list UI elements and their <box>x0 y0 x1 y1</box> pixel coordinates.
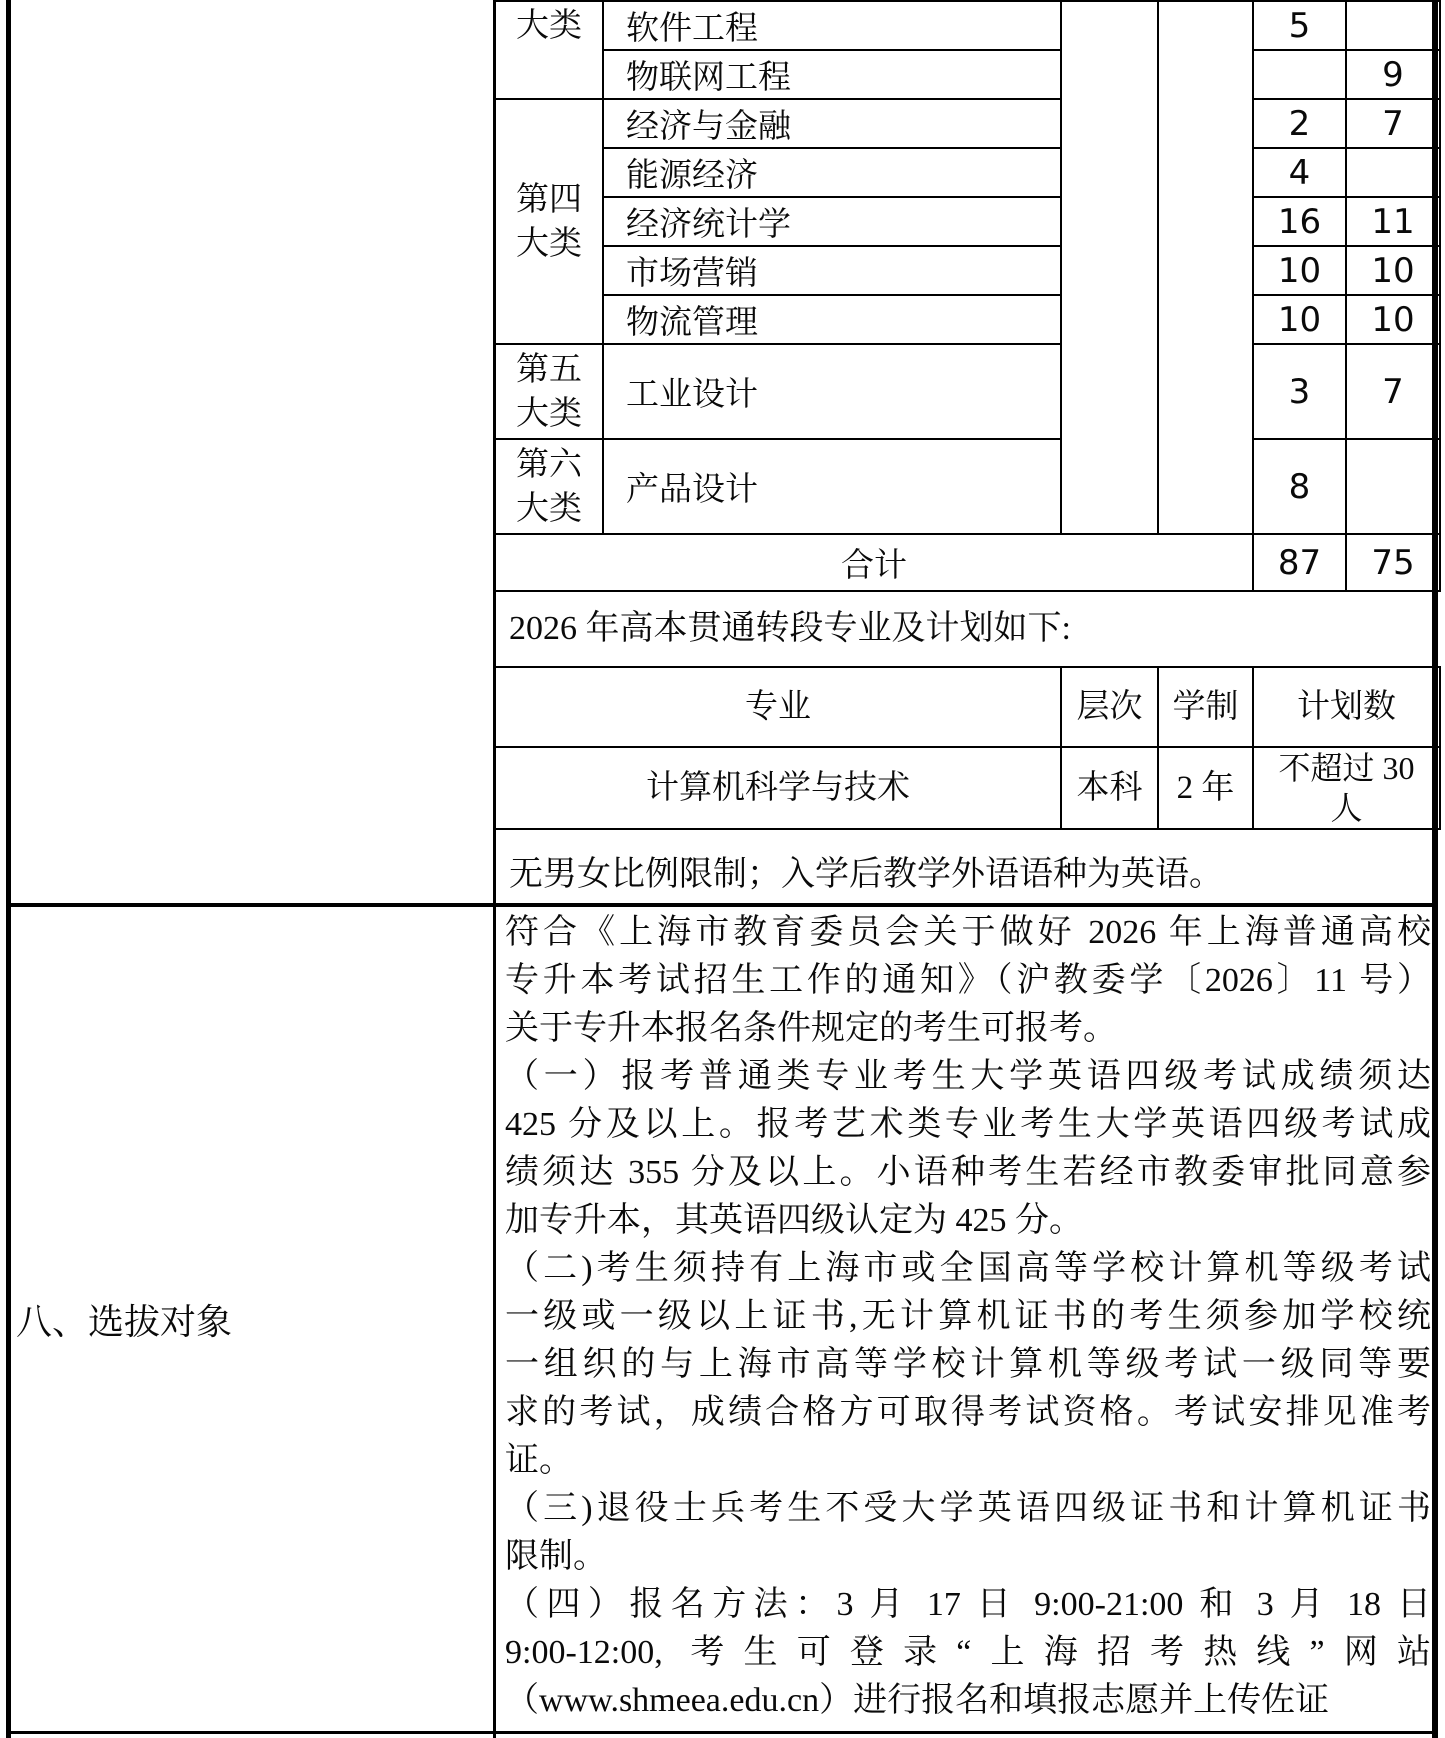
plan-a-cell <box>1253 50 1346 99</box>
category-cell-6 <box>495 439 603 534</box>
plan-b-cell: 10 <box>1346 295 1440 344</box>
table-row <box>495 246 1440 295</box>
plan-a-cell: 2 <box>1253 99 1346 148</box>
category-cell-4 <box>495 99 603 344</box>
table-row <box>495 344 1440 439</box>
table-row <box>495 1 1440 50</box>
text-line: 符合《上海市教育委员会关于做好 2026 年上海普通高校 <box>505 914 1431 951</box>
text-line: 9:00-12:00, 考生可登录“上海招考热线”网站 <box>505 1634 1431 1671</box>
header-major: 专业 <box>495 667 1061 747</box>
plan-b-cell: 9 <box>1346 50 1440 99</box>
section8-label: 八、选拔对象 <box>16 1302 233 1342</box>
text-line: 一组织的与上海市高等学校计算机等级考试一级同等要 <box>505 1346 1431 1383</box>
plan-b-cell <box>1346 439 1440 534</box>
major-cell: 软件工程 <box>603 1 1061 50</box>
text-line: （四）报名方法：3 月 17 日 9:00-21:00 和 3 月 18 日 <box>505 1586 1431 1623</box>
text-line: 加专升本，其英语四级认定为 425 分。 <box>505 1202 1083 1239</box>
text-line: 425 分及以上。报考艺术类专业考生大学英语四级考试成 <box>505 1106 1431 1143</box>
major-cell: 产品设计 <box>603 439 1061 534</box>
text-line: 求的考试，成绩合格方可取得考试资格。考试安排见准考 <box>505 1394 1431 1431</box>
major-cell: 市场营销 <box>603 246 1061 295</box>
header-quota: 计划数 <box>1253 667 1440 747</box>
level-cell: 本科 <box>1061 747 1158 829</box>
plan-b-cell: 10 <box>1346 246 1440 295</box>
category-label: 大类 <box>516 8 582 44</box>
table-row <box>495 747 1440 829</box>
plan-b-cell <box>1346 1 1440 50</box>
total-label-cell: 合计 <box>495 534 1253 591</box>
merged-empty-cell-level <box>1061 1 1158 534</box>
gender-note: 无男女比例限制；入学后教学外语语种为英语。 <box>509 856 1223 893</box>
text-line: 限制。 <box>505 1538 607 1575</box>
category-cell-partial <box>495 1 603 99</box>
plan-a-cell: 3 <box>1253 344 1346 439</box>
text-line: （一）报考普通类专业考生大学英语四级考试成绩须达 <box>505 1058 1431 1095</box>
major-cell: 计算机科学与技术 <box>495 747 1061 829</box>
merged-empty-cell-duration <box>1158 1 1253 534</box>
duration-cell: 2 年 <box>1158 747 1253 829</box>
majors-plan-table <box>494 0 1441 592</box>
plan-a-cell: 4 <box>1253 148 1346 197</box>
text-line: 一级或一级以上证书,无计算机证书的考生须参加学校统 <box>505 1298 1431 1335</box>
plan-b-cell <box>1346 148 1440 197</box>
plan-b-cell: 7 <box>1346 344 1440 439</box>
text-line: 关于专升本报名条件规定的考生可报考。 <box>505 1010 1117 1047</box>
header-level: 层次 <box>1061 667 1158 747</box>
table-row <box>495 439 1440 534</box>
plan-a-cell: 5 <box>1253 1 1346 50</box>
total-b-cell: 75 <box>1346 534 1440 591</box>
major-cell: 物联网工程 <box>603 50 1061 99</box>
plan-b-cell: 7 <box>1346 99 1440 148</box>
category-label: 第四 <box>516 181 582 218</box>
text-line: （二)考生须持有上海市或全国高等学校计算机等级考试 <box>505 1250 1431 1287</box>
section-divider <box>6 903 1438 907</box>
plan-a-cell: 10 <box>1253 246 1346 295</box>
table-row <box>495 295 1440 344</box>
section8-text <box>505 909 1431 1725</box>
header-row <box>495 667 1440 747</box>
page-bottom-edge <box>6 1731 1438 1734</box>
table-row <box>495 148 1440 197</box>
plan-a-cell: 8 <box>1253 439 1346 534</box>
text-line: 绩须达 355 分及以上。小语种考生若经市教委审批同意参 <box>505 1154 1431 1191</box>
category-label: 大类 <box>516 225 582 262</box>
table-row <box>495 50 1440 99</box>
table-row <box>495 99 1440 148</box>
category-label: 大类 <box>516 395 582 432</box>
major-cell: 经济统计学 <box>603 197 1061 246</box>
text-line: 证。 <box>505 1442 573 1479</box>
text-line: （三)退役士兵考生不受大学英语四级证书和计算机证书 <box>505 1490 1431 1527</box>
plan-intro-note: 2026 年高本贯通转段专业及计划如下: <box>509 610 1071 647</box>
page-left-border <box>6 0 11 1738</box>
major-cell: 经济与金融 <box>603 99 1061 148</box>
category-label: 第五 <box>516 351 582 388</box>
major-cell: 能源经济 <box>603 148 1061 197</box>
header-duration: 学制 <box>1158 667 1253 747</box>
plan-b-cell: 11 <box>1346 197 1440 246</box>
category-label: 大类 <box>516 490 582 527</box>
major-cell: 工业设计 <box>603 344 1061 439</box>
quota-cell: 不超过 30 人 <box>1253 747 1440 829</box>
text-line: （www.shmeea.edu.cn）进行报名和填报志愿并上传佐证 <box>505 1682 1330 1719</box>
table-row <box>495 197 1440 246</box>
total-row <box>495 534 1440 591</box>
total-a-cell: 87 <box>1253 534 1346 591</box>
category-cell-5 <box>495 344 603 439</box>
text-line: 专升本考试招生工作的通知》（沪教委学〔2026〕11 号） <box>505 962 1431 999</box>
category-label: 第六 <box>516 446 582 483</box>
major-cell: 物流管理 <box>603 295 1061 344</box>
gaoben-plan-table <box>494 666 1441 830</box>
plan-a-cell: 10 <box>1253 295 1346 344</box>
plan-a-cell: 16 <box>1253 197 1346 246</box>
